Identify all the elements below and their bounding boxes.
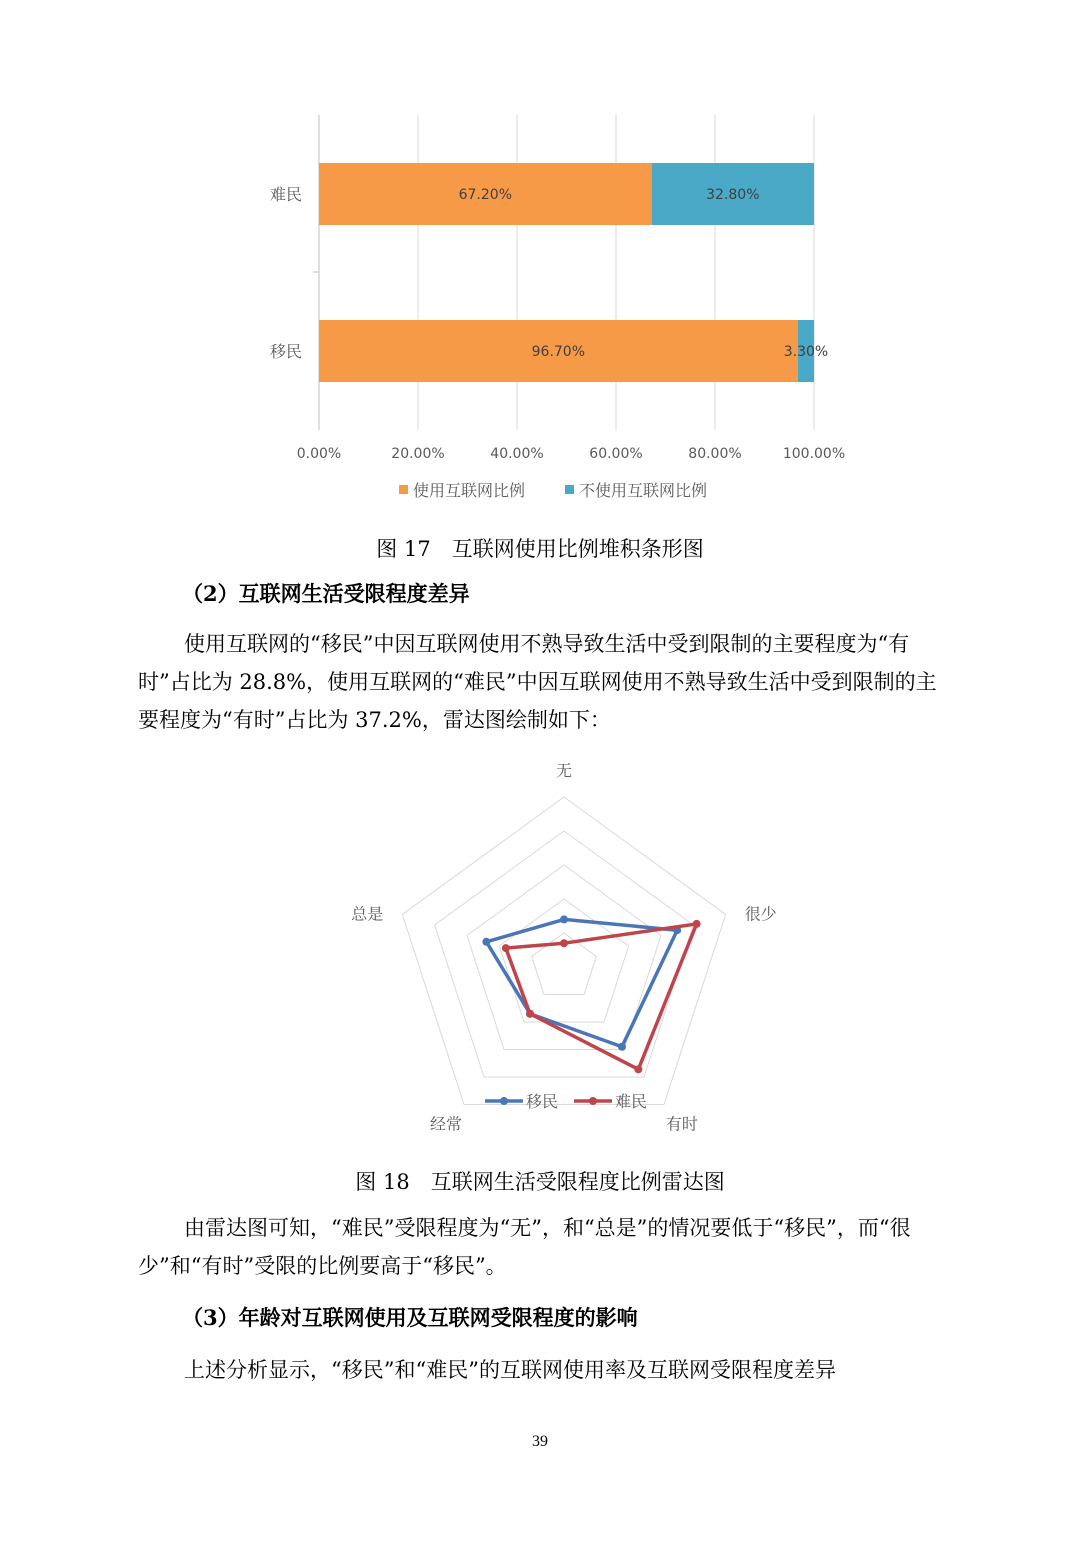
bar-data-label: 3.30% (783, 344, 829, 360)
legend-marker (589, 1097, 597, 1105)
radar-axis-label: 总是 (351, 904, 384, 924)
legend-label: 不使用互联网比例 (579, 481, 708, 500)
paragraph-3-text: 上述分析显示，“移民”和“难民”的互联网使用率及互联网受限程度差异 (184, 1358, 836, 1382)
radar-point (482, 938, 490, 946)
x-tick-label: 100.00% (782, 446, 846, 462)
section-3-heading: （3）年龄对互联网使用及互联网受限程度的影响 (182, 1305, 638, 1330)
y-category-label: 难民 (269, 185, 302, 204)
paragraph-1-text: 使用互联网的“移民”中因互联网使用不熟导致生活中受到限制的主要程度为“有时”占比为 28.8%，使用互联网的“难民”中因互联网使用不熟导致生活中受到限制的主要程度为“有时”占比为 37.2%，雷达图绘制如下： (138, 632, 937, 732)
radar-axis-label: 无 (555, 761, 573, 780)
bar-data-label: 32.80% (706, 187, 760, 203)
radar-chart (0, 760, 1080, 1134)
radar-point (526, 1010, 534, 1018)
radar-axis-label: 很少 (744, 904, 777, 924)
figure-18-caption: 图 18 互联网生活受限程度比例雷达图 (355, 1170, 725, 1194)
x-tick-label: 80.00% (688, 446, 742, 462)
x-tick-label: 40.00% (490, 446, 544, 462)
x-tick-label: 0.00% (296, 446, 342, 462)
y-category-label: 移民 (269, 342, 302, 361)
legend-swatch (399, 485, 408, 494)
radar-point (560, 915, 568, 923)
stacked-bar-chart (0, 0, 1080, 520)
x-tick-label: 60.00% (589, 446, 643, 462)
bar-data-label: 67.20% (458, 187, 513, 203)
paragraph-1 (138, 625, 944, 739)
radar-point (693, 920, 701, 928)
legend-label: 使用互联网比例 (413, 481, 526, 500)
legend-label: 移民 (526, 1092, 559, 1111)
radar-grid-ring (402, 797, 725, 1105)
paragraph-2 (138, 1209, 944, 1285)
legend-swatch (565, 485, 574, 494)
radar-point (502, 944, 510, 952)
paragraph-3 (138, 1351, 944, 1389)
bar-data-label: 96.70% (531, 344, 586, 360)
paragraph-2-text: 由雷达图可知，“难民”受限程度为“无”，和“总是”的情况要低于“移民”，而“很少”和“有时”受限的比例要高于“移民”。 (138, 1216, 911, 1278)
legend-label: 难民 (615, 1092, 648, 1111)
radar-axis-label: 有时 (665, 1114, 698, 1134)
section-2-heading: （2）互联网生活受限程度差异 (182, 581, 470, 606)
radar-point (634, 1065, 642, 1073)
radar-series-line (486, 919, 677, 1046)
page-number: 39 (532, 1433, 548, 1450)
figure-17-caption: 图 17 互联网使用比例堆积条形图 (376, 537, 704, 561)
x-tick-label: 20.00% (391, 446, 445, 462)
radar-axis-label: 经常 (430, 1114, 463, 1134)
legend-marker (500, 1097, 508, 1105)
radar-point (560, 939, 568, 947)
radar-point (618, 1043, 626, 1051)
